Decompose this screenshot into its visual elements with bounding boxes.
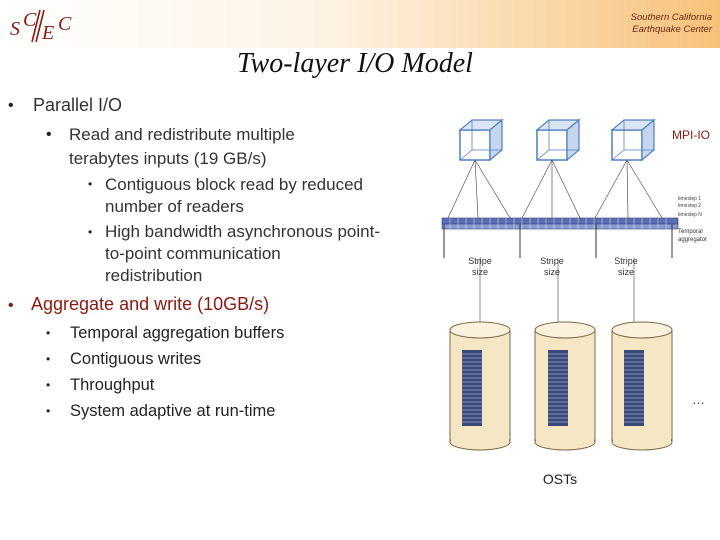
bullet-dot: • xyxy=(46,352,51,366)
connection-lines xyxy=(448,160,662,218)
ost-cylinder xyxy=(535,322,595,450)
bullet-high-bandwidth-line1: High bandwidth asynchronous point- xyxy=(105,222,381,241)
timestep-1-label: timestep 1 xyxy=(678,196,702,202)
process-cube xyxy=(612,120,654,160)
bullet-parallel-io: Parallel I/O xyxy=(33,95,123,115)
bullet-contiguous-writes: Contiguous writes xyxy=(70,350,202,368)
mpiio-label: MPI-IO xyxy=(672,128,710,142)
bullet-dot: • xyxy=(8,97,14,114)
bullet-dot: • xyxy=(46,326,51,340)
bullet-throughput: Throughput xyxy=(70,376,155,394)
svg-text:C: C xyxy=(23,9,37,31)
ost-cylinder xyxy=(450,322,510,450)
bullet-dot: • xyxy=(46,126,52,143)
process-cube xyxy=(537,120,579,160)
temporal-aggregator-buffer xyxy=(442,218,678,229)
bullet-contiguous-read-line2: number of readers xyxy=(105,197,244,216)
scec-logo xyxy=(10,6,80,46)
org-name xyxy=(631,12,712,36)
timestep-2-label: timestep 2 xyxy=(678,203,702,209)
bullet-system-adaptive: System adaptive at run-time xyxy=(70,402,276,420)
bullet-read-redistribute-line2: terabytes inputs (19 GB/s) xyxy=(69,149,267,168)
org-line-2: Earthquake Center xyxy=(632,24,712,35)
stripe-size-label xyxy=(606,256,646,278)
bullet-read-redistribute-line1: Read and redistribute multiple xyxy=(69,125,295,144)
stripe-size-line1: Stripe xyxy=(614,256,638,266)
stripe-size-line1: Stripe xyxy=(540,256,564,266)
stripe-size-line2: size xyxy=(471,267,488,277)
bullet-dot: • xyxy=(46,404,51,418)
timestep-n-label: timestep N xyxy=(678,212,702,218)
bullet-temporal-aggregation: Temporal aggregation buffers xyxy=(70,324,285,342)
ost-cylinder xyxy=(612,322,672,450)
process-cube xyxy=(460,120,502,160)
bullet-dot: • xyxy=(88,225,93,239)
temporal-aggregator-label xyxy=(678,228,707,244)
temporal-aggregator-line2: aggregator xyxy=(678,237,708,243)
svg-text:E: E xyxy=(42,22,55,44)
stripe-size-line2: size xyxy=(617,267,634,277)
svg-text:S: S xyxy=(10,18,20,40)
stripe-size-label xyxy=(532,256,572,278)
svg-text:C: C xyxy=(58,13,72,35)
osts-label: OSTs xyxy=(542,471,578,487)
stripe-size-line1: Stripe xyxy=(468,256,492,266)
bullet-dot: • xyxy=(8,297,14,314)
bullet-high-bandwidth-line3: redistribution xyxy=(105,266,203,285)
header-bar xyxy=(0,0,720,48)
io-diagram xyxy=(440,110,720,490)
page-title: Two-layer I/O Model xyxy=(237,48,473,79)
bullet-dot: • xyxy=(46,378,51,392)
bullet-contiguous-read-line1: Contiguous block read by reduced xyxy=(105,175,363,194)
bullet-dot: • xyxy=(88,177,93,191)
stripe-size-line2: size xyxy=(543,267,560,277)
org-line-1: Southern California xyxy=(630,12,712,23)
more-osts-ellipsis: … xyxy=(692,392,705,407)
stripe-size-label xyxy=(460,256,500,278)
bullet-aggregate-write: Aggregate and write (10GB/s) xyxy=(31,294,270,314)
bullet-high-bandwidth-line2: to-point communication xyxy=(105,244,281,263)
temporal-aggregator-line1: Temporal xyxy=(678,229,703,235)
